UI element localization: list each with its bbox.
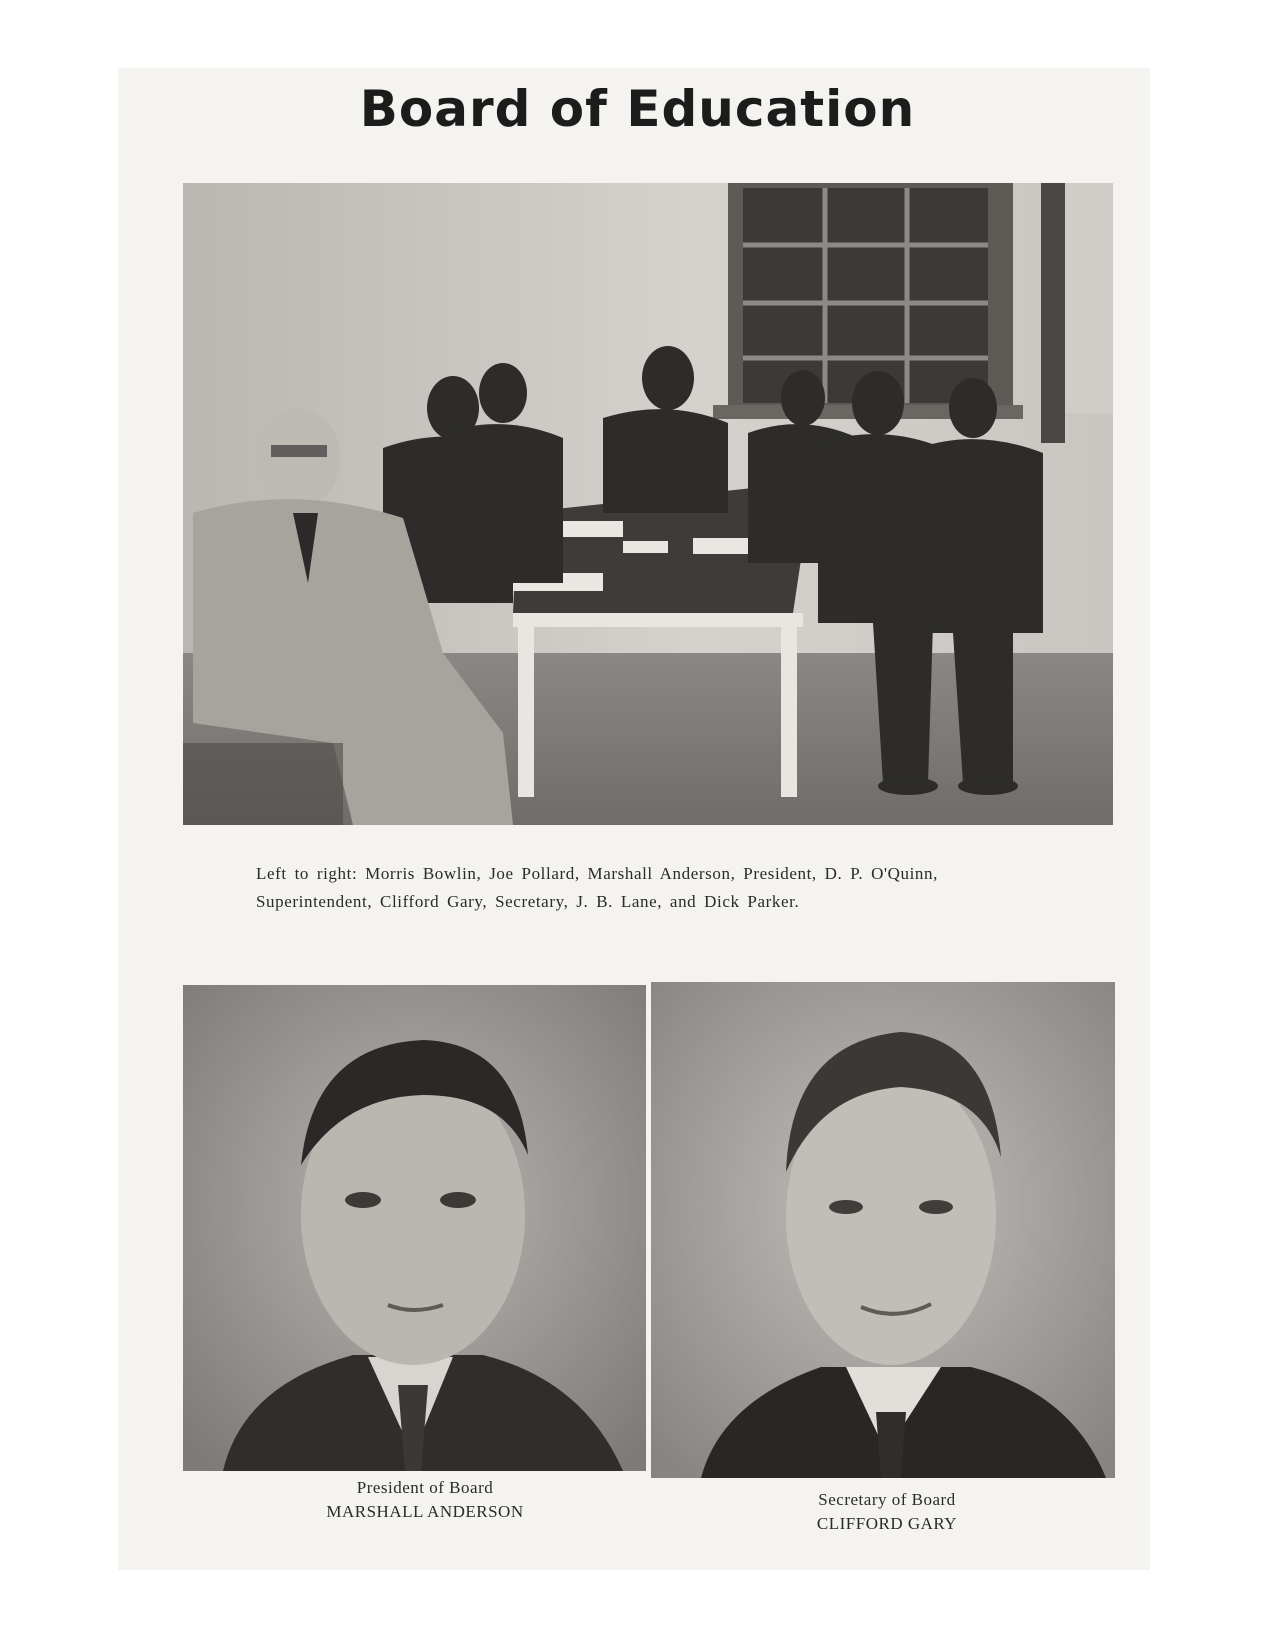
caption-line: Left to right: Morris Bowlin, Joe Pollard, Marshall Anderson, President, D. P. O'Quinn, [256,864,938,883]
president-portrait [183,985,646,1471]
secretary-portrait [651,982,1115,1478]
board-group-photo [183,183,1113,825]
portrait-role: Secretary of Board [818,1490,956,1509]
portrait-name: MARSHALL ANDERSON [326,1502,524,1521]
portrait-role: President of Board [356,1478,494,1497]
group-photo-caption [256,860,1076,916]
page-title: Board of Education [359,80,916,138]
secretary-caption [727,1488,1047,1536]
caption-line: Superintendent, Clifford Gary, Secretary, J. B. Lane, and Dick Parker. [256,892,800,911]
portrait-name: CLIFFORD GARY [816,1514,958,1533]
president-caption [265,1476,585,1524]
